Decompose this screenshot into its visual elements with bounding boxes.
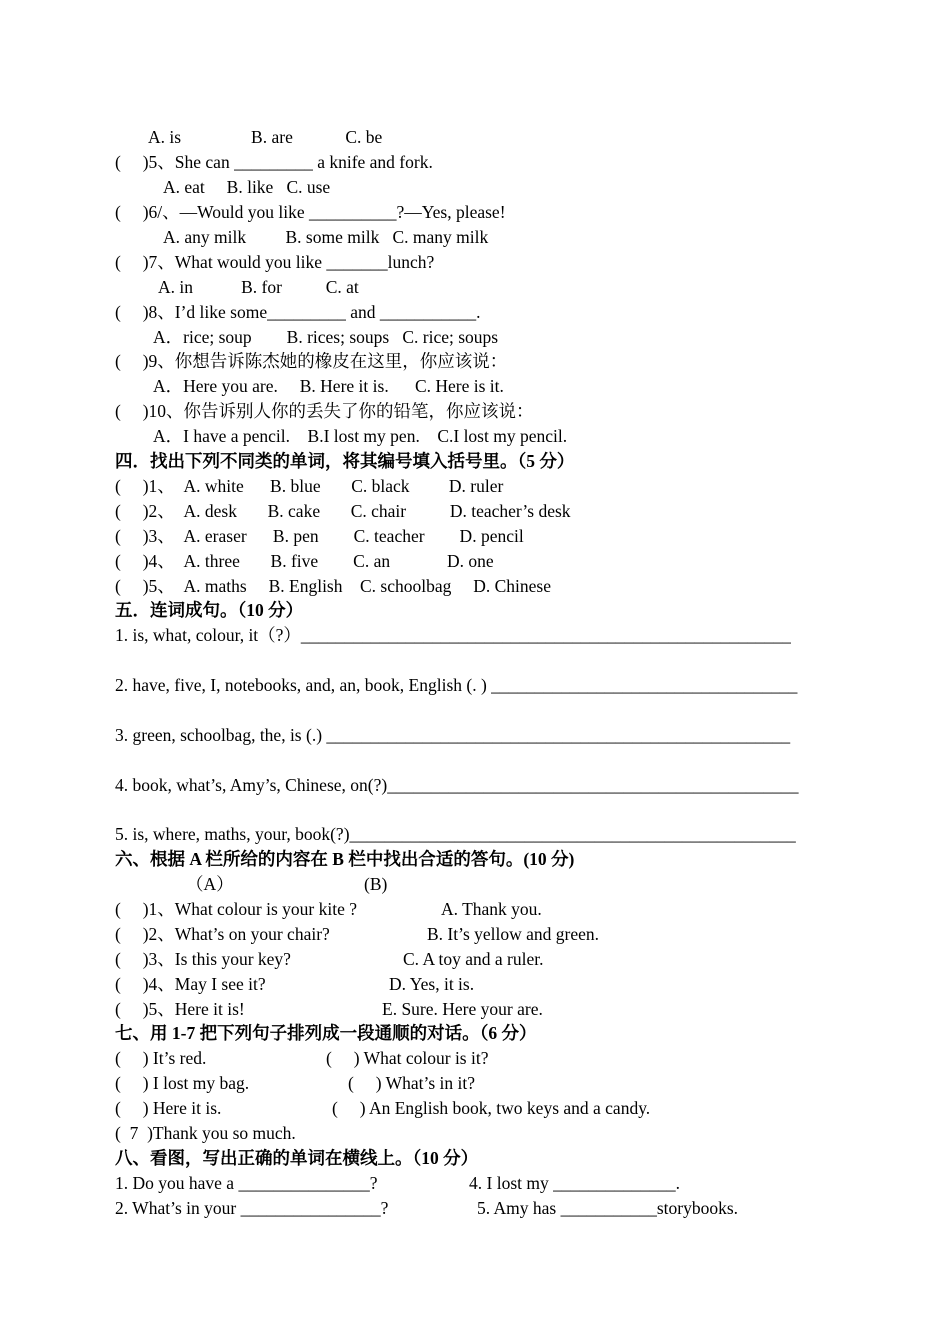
q7-stem: ( )7、What would you like _______lunch? <box>115 252 435 272</box>
q4-options: A. is B. are C. be <box>148 127 383 147</box>
part5-item: 3. green, schoolbag, the, is (.) _____________________________________________________ <box>115 725 791 745</box>
q6-stem: ( )6/、—Would you like __________?—Yes, please! <box>115 202 506 222</box>
q8-stem: ( )8、I’d like some_________ and ___________. <box>115 302 481 322</box>
part4-item: ( )3、 A. eraser B. pen C. teacher D. pencil <box>115 526 524 546</box>
part7-sentence: ( 7 )Thank you so much. <box>115 1123 296 1143</box>
q10-options: A．I have a pencil. B.I lost my pen. C.I lost my pencil. <box>153 426 568 446</box>
part7-sentence: ( ) Here it is. <box>115 1098 222 1118</box>
q5-options: A. eat B. like C. use <box>163 177 331 197</box>
q9-options: A．Here you are. B. Here it is. C. Here is it. <box>153 376 504 396</box>
part6-heading: 六、根据 A 栏所给的内容在 B 栏中找出合适的答句。(10 分) <box>115 849 575 869</box>
part6-answer: B. It’s yellow and green. <box>427 924 600 944</box>
part7-sentence: ( ) What’s in it? <box>348 1073 476 1093</box>
part6-question: ( )5、Here it is! <box>115 999 245 1019</box>
part7-sentence: ( ) I lost my bag. <box>115 1073 250 1093</box>
part6-answer: D. Yes, it is. <box>389 974 475 994</box>
part6-question: ( )2、What’s on your chair? <box>115 924 330 944</box>
part5-heading: 五．连词成句。（10 分） <box>115 600 304 620</box>
q5-stem: ( )5、She can _________ a knife and fork. <box>115 152 433 172</box>
part7-sentence: ( ) What colour is it? <box>326 1048 489 1068</box>
part6-question: ( )3、Is this your key? <box>115 949 291 969</box>
part5-item: 5. is, where, maths, your, book(?)___________________________________________________ <box>115 824 796 844</box>
part8-heading: 八、看图，写出正确的单词在横线上。（10 分） <box>115 1148 479 1168</box>
column-a-label: （A） <box>186 874 234 894</box>
part8-item: 4. I lost my ______________. <box>469 1173 680 1193</box>
part7-sentence: ( ) An English book, two keys and a candy. <box>332 1098 651 1118</box>
part6-question: ( )1、What colour is your kite ? <box>115 899 358 919</box>
part4-heading: 四．找出下列不同类的单词，将其编号填入括号里。（5 分） <box>115 451 575 471</box>
part4-item: ( )4、 A. three B. five C. an D. one <box>115 551 494 571</box>
q9-stem: ( )9、你想告诉陈杰她的橡皮在这里，你应该说： <box>115 351 508 371</box>
part4-item: ( )5、 A. maths B. English C. schoolbag D. Chinese <box>115 576 552 596</box>
column-b-label: (B) <box>364 874 388 894</box>
q8-options: A．rice; soup B. rices; soups C. rice; soups <box>153 327 499 347</box>
part5-item: 1. is, what, colour, it（?）________________________________________________________ <box>115 625 791 645</box>
part6-answer: C. A toy and a ruler. <box>403 949 544 969</box>
part4-item: ( )2、 A. desk B. cake C. chair D. teacher’s desk <box>115 501 571 521</box>
part4-item: ( )1、 A. white B. blue C. black D. ruler <box>115 476 504 496</box>
part8-item: 2. What’s in your ________________? <box>115 1198 389 1218</box>
part6-answer: E. Sure. Here your are. <box>382 999 543 1019</box>
part7-heading: 七、用 1-7 把下列句子排列成一段通顺的对话。（6 分） <box>115 1023 537 1043</box>
q10-stem: ( )10、你告诉别人你的丢失了你的铅笔，你应该说： <box>115 401 534 421</box>
part8-item: 5. Amy has ___________storybooks. <box>477 1198 739 1218</box>
part5-item: 4. book, what’s, Amy’s, Chinese, on(?)_______________________________________________ <box>115 775 799 795</box>
part6-question: ( )4、May I see it? <box>115 974 266 994</box>
part5-item: 2. have, five, I, notebooks, and, an, book, English (. ) ___________________________________ <box>115 675 798 695</box>
part6-answer: A. Thank you. <box>441 899 542 919</box>
part8-item: 1. Do you have a _______________? <box>115 1173 378 1193</box>
q7-options: A. in B. for C. at <box>158 277 359 297</box>
q6-options: A. any milk B. some milk C. many milk <box>163 227 489 247</box>
part7-sentence: ( ) It’s red. <box>115 1048 207 1068</box>
